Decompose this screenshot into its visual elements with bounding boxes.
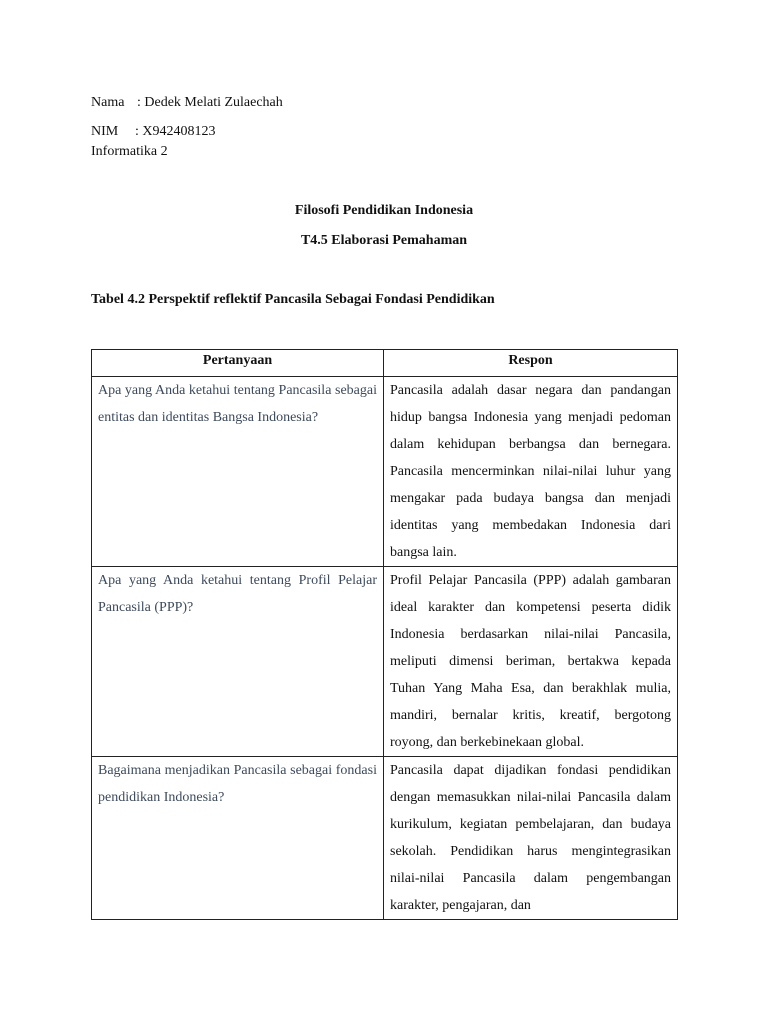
header-pertanyaan: Pertanyaan <box>92 350 384 377</box>
name-label: Nama <box>91 95 125 110</box>
answer-cell: Pancasila dapat dijadikan fondasi pendidikan dengan memasukkan nilai-nilai Pancasila dalam kurikulum, kegiatan pembelajaran, dan budaya sekolah. Pendidikan harus mengintegrasikan nilai-nilai Pancasila dalam pengembangan karakter, pengajaran, dan <box>384 757 678 920</box>
header-respon: Respon <box>384 350 678 377</box>
class-line: Informatika 2 <box>91 144 168 159</box>
table-row <box>92 377 678 567</box>
reflection-table <box>91 349 678 920</box>
nim-value: : X942408123 <box>135 124 216 139</box>
table-header-row <box>92 350 678 377</box>
nim-line <box>91 123 216 141</box>
table-caption: Tabel 4.2 Perspektif reflektif Pancasila Sebagai Fondasi Pendidikan <box>91 292 495 307</box>
answer-cell: Profil Pelajar Pancasila (PPP) adalah gambaran ideal karakter dan kompetensi peserta didik Indonesia berdasarkan nilai-nilai Pancasila, meliputi dimensi beriman, bertakwa kepada Tuhan Yang Maha Esa, dan berakhlak mulia, mandiri, bernalar kritis, kreatif, bergotong royong, dan berkebinekaan global. <box>384 567 678 757</box>
table-row <box>92 567 678 757</box>
nim-label: NIM <box>91 124 119 139</box>
question-cell: Apa yang Anda ketahui tentang Profil Pelajar Pancasila (PPP)? <box>92 567 384 757</box>
table-row <box>92 757 678 920</box>
name-value: : Dedek Melati Zulaechah <box>137 95 283 110</box>
document-title: Filosofi Pendidikan Indonesia <box>294 203 474 218</box>
answer-cell: Pancasila adalah dasar negara dan pandangan hidup bangsa Indonesia yang menjadi pedoman dalam kehidupan berbangsa dan bernegara. Pancasila mencerminkan nilai-nilai luhur yang mengakar pada budaya bangsa dan menjadi identitas yang membedakan Indonesia dari bangsa lain. <box>384 377 678 567</box>
question-cell: Bagaimana menjadikan Pancasila sebagai fondasi pendidikan Indonesia? <box>92 757 384 920</box>
name-line <box>91 94 283 112</box>
table-body <box>92 377 678 920</box>
document-subtitle: T4.5 Elaborasi Pemahaman <box>300 233 468 248</box>
question-cell: Apa yang Anda ketahui tentang Pancasila sebagai entitas dan identitas Bangsa Indonesia? <box>92 377 384 567</box>
